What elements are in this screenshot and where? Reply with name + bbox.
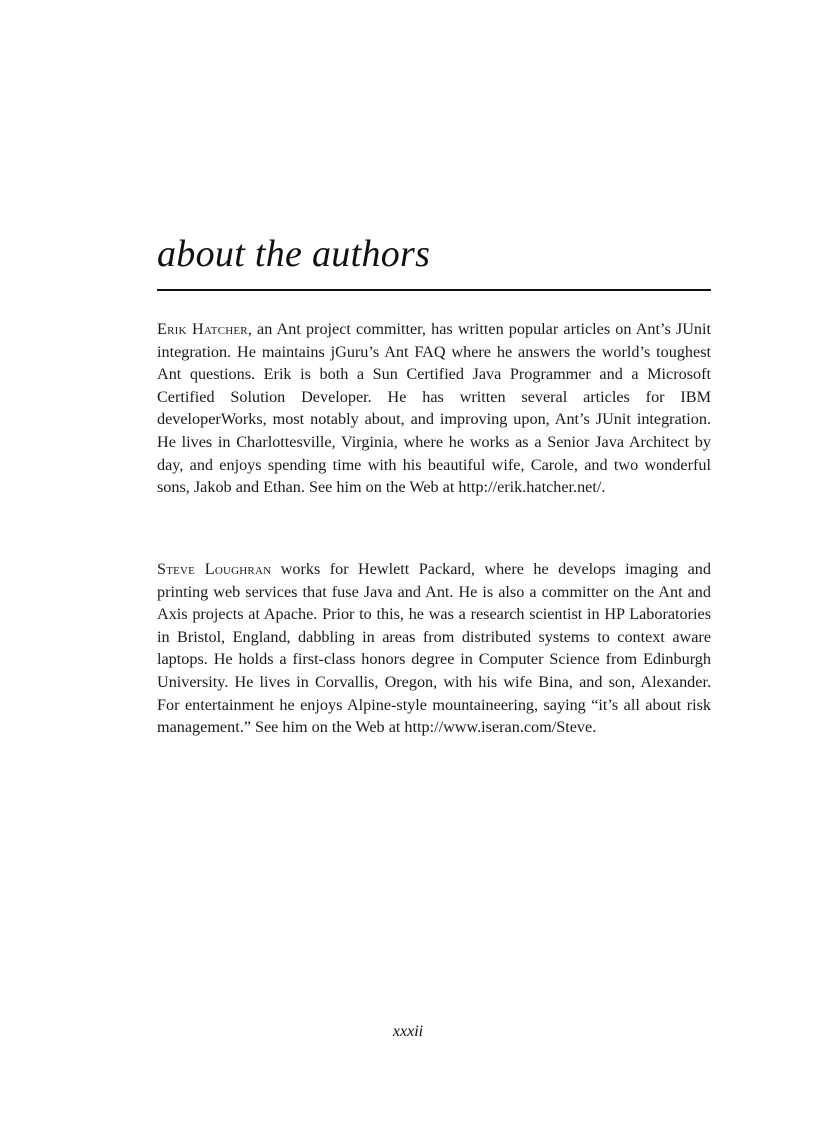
author-bio-erik-hatcher [157, 318, 711, 499]
author-name: Erik Hatcher [157, 320, 248, 338]
page-number: xxxii [392, 1023, 424, 1040]
title-rule [157, 289, 711, 291]
author-bio-text: , an Ant project committer, has written popular articles on Ant’s JUnit integration. He maintains jGuru’s Ant FAQ where he answers the world’s toughest Ant questions. Erik is both a Sun Certified Java Programmer and a Microsoft Certified Solution Developer. He has written several articles for IBM developerWorks, most notably about, and improving upon, Ant’s JUnit integration. He lives in Charlottesville, Virginia, where he works as a Senior Java Architect by day, and enjoys spending time with his beautiful wife, Carole, and two wonderful sons, Jakob and Ethan. See him on the Web at http://erik.hatcher.net/. [157, 320, 711, 497]
author-bio-steve-loughran [157, 558, 711, 739]
chapter-title: about the authors [157, 233, 431, 275]
author-bio-text: works for Hewlett Packard, where he develops imaging and printing web services that fuse Java and Ant. He is also a committer on the Ant and Axis projects at Apache. Prior to this, he was a research scientist in HP Laboratories in Bristol, England, dabbling in areas from distributed systems to context aware laptops. He holds a first-class honors degree in Computer Science from Edinburgh University. He lives in Corvallis, Oregon, with his wife Bina, and son, Alexander. For entertainment he enjoys Alpine-style mountaineering, saying “it’s all about risk management.” See him on the Web at http://www.iseran.com/Steve. [157, 560, 711, 737]
author-name: Steve Loughran [157, 560, 272, 578]
